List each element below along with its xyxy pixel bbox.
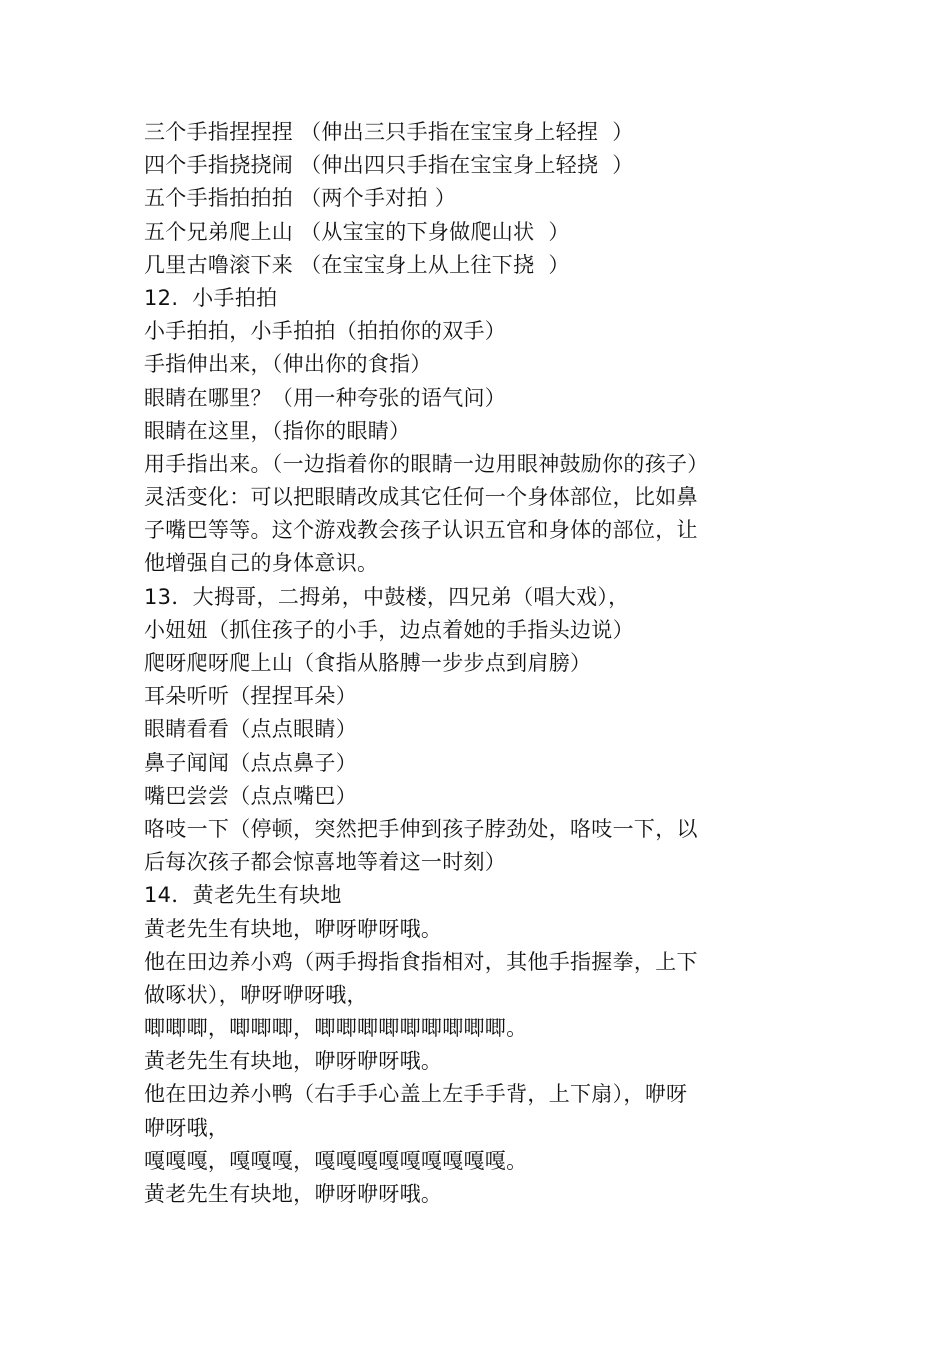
text-line: 后每次孩子都会惊喜地等着这一时刻） — [144, 850, 507, 875]
text-line: 嘎嘎嘎，嘎嘎嘎，嘎嘎嘎嘎嘎嘎嘎嘎嘎。 — [144, 1148, 528, 1173]
text-line: 黄老先生有块地，咿呀咿呀哦。 — [144, 916, 443, 941]
text-line: 他在田边养小鸡（两手拇指食指相对，其他手指握拳，上下 — [144, 949, 698, 974]
text-line: 五个手指拍拍拍 （两个手对拍 ） — [144, 186, 457, 211]
text-line: 三个手指捏捏捏 （伸出三只手指在宝宝身上轻捏 ） — [144, 120, 634, 144]
text-line: 黄老先生有块地，咿呀咿呀哦。 — [144, 1049, 443, 1074]
text-line: 眼睛看看（点点眼睛） — [144, 717, 357, 742]
text-line: 五个兄弟爬上山 （从宝宝的下身做爬山状 ） — [144, 219, 570, 244]
text-line: 四个手指挠挠闹 （伸出四只手指在宝宝身上轻挠 ） — [144, 153, 634, 178]
text-line: 灵活变化：可以把眼睛改成其它任何一个身体部位，比如鼻 — [144, 485, 698, 510]
section-heading: 14．黄老先生有块地 — [144, 883, 342, 908]
text-line: 眼睛在这里，（指你的眼睛） — [144, 418, 411, 443]
text-line: 用手指出来。（一边指着你的眼睛一边用眼神鼓励你的孩子） — [144, 451, 709, 476]
section-heading: 13．大拇哥，二拇弟，中鼓楼，四兄弟（唱大戏）， — [144, 584, 630, 609]
text-line: 小手拍拍，小手拍拍（拍拍你的双手） — [144, 319, 507, 344]
document-page — [144, 116, 784, 1211]
text-line: 子嘴巴等等。这个游戏教会孩子认识五官和身体的部位，让 — [144, 518, 698, 543]
section-heading: 12. 小手拍拍 — [144, 285, 278, 310]
text-line: 爬呀爬呀爬上山（食指从胳膊一步步点到肩膀） — [144, 651, 592, 675]
text-line: 黄老先生有块地，咿呀咿呀哦。 — [144, 1182, 443, 1206]
text-line: 嘴巴尝尝（点点嘴巴） — [144, 783, 357, 808]
text-line: 耳朵听听（捏捏耳朵） — [144, 684, 357, 709]
text-line: 几里古噜滚下来 （在宝宝身上从上往下挠 ） — [144, 252, 570, 277]
text-line: 眼睛在哪里？（用一种夸张的语气问） — [144, 385, 507, 410]
text-line: 小妞妞（抓住孩子的小手，边点着她的手指头边说） — [144, 617, 634, 642]
text-line: 咯吱一下（停顿，突然把手伸到孩子脖劲处，咯吱一下，以 — [144, 816, 698, 841]
text-line: 手指伸出来，（伸出你的食指） — [144, 352, 432, 377]
text-line: 做啄状），咿呀咿呀哦， — [144, 982, 368, 1007]
text-line: 他增强自己的身体意识。 — [144, 551, 379, 576]
text-line: 鼻子闻闻（点点鼻子） — [144, 750, 357, 775]
text-line: 他在田边养小鸭（右手手心盖上左手手背，上下扇），咿呀 — [144, 1082, 688, 1107]
text-line: 唧唧唧，唧唧唧，唧唧唧唧唧唧唧唧唧。 — [144, 1016, 528, 1041]
text-line: 咿呀哦， — [144, 1115, 230, 1140]
